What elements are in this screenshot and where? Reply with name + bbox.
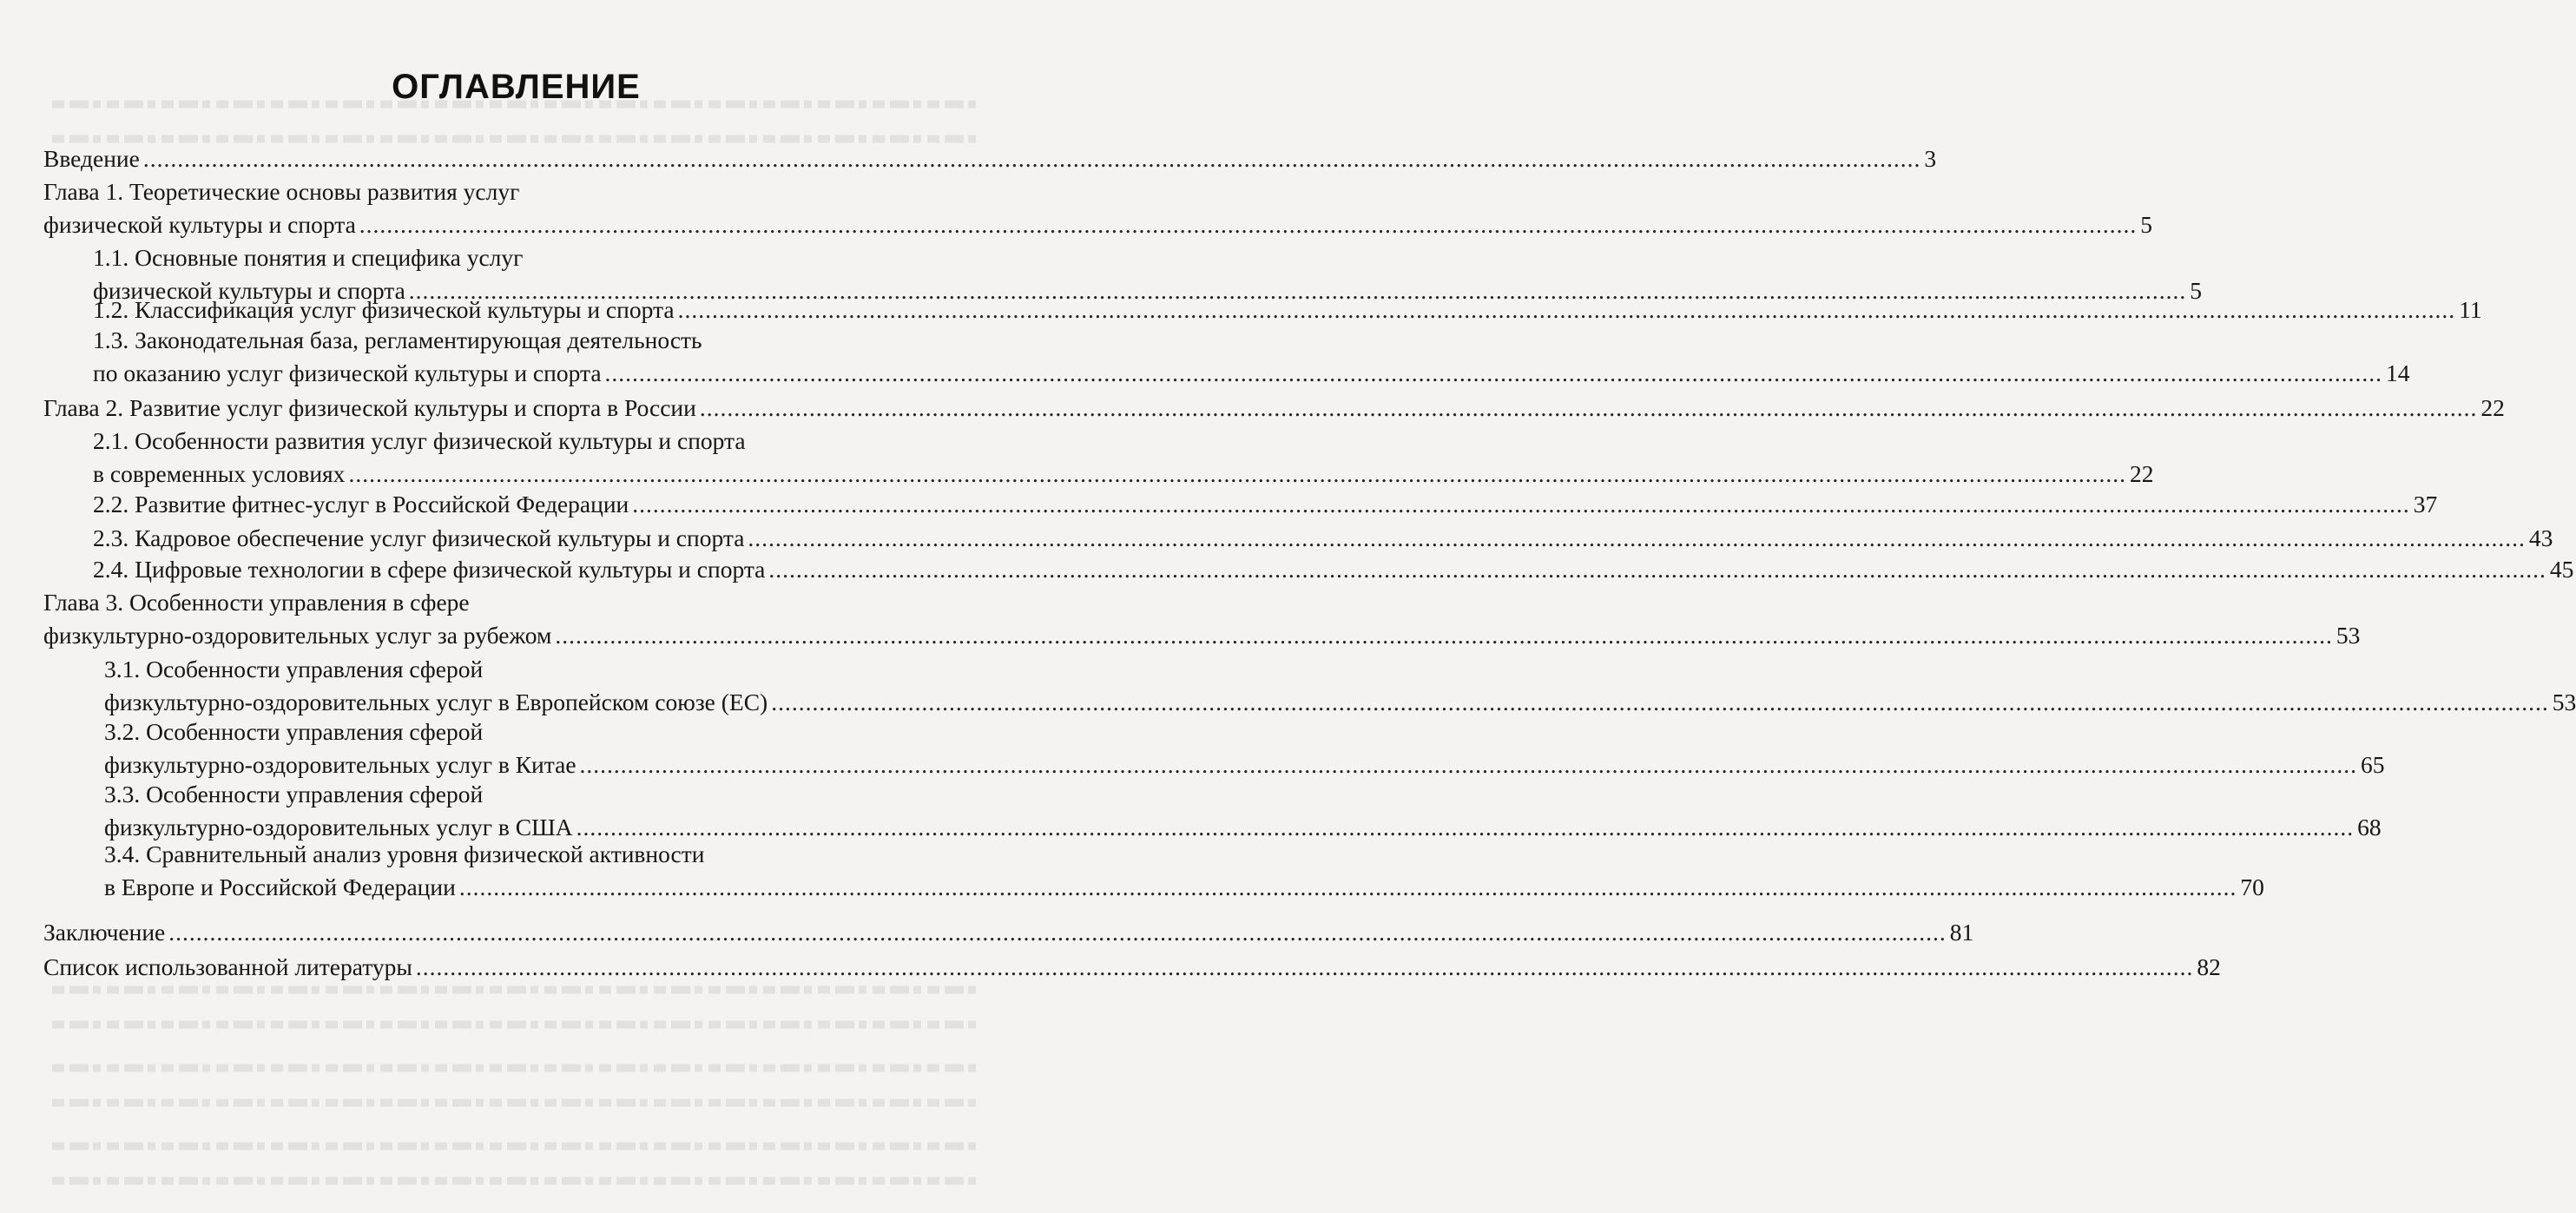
dot-leader: ....................................................................................................................................................................................................................................................................	[142, 145, 1921, 172]
toc-entry-text: Глава 3. Особенности управления в сфере	[43, 589, 470, 616]
dot-leader: ....................................................................................................................................................................................................................................................................	[677, 296, 2456, 323]
toc-entry-text: 3.1. Особенности управления сферой	[104, 656, 484, 682]
page-title: ОГЛАВЛЕНИЕ	[392, 68, 641, 106]
page-number: 45	[2549, 556, 2574, 583]
dot-leader: ....................................................................................................................................................................................................................................................................	[748, 524, 2526, 551]
dot-leader: ....................................................................................................................................................................................................................................................................	[458, 873, 2237, 900]
toc-entry-text: 3.3. Особенности управления сферой	[104, 781, 484, 808]
page-number: 65	[2361, 751, 2385, 778]
dot-leader: ....................................................................................................................................................................................................................................................................	[348, 460, 2126, 487]
dot-leader: ....................................................................................................................................................................................................................................................................	[408, 277, 2187, 304]
toc-entry-text: Глава 1. Теоретические основы развития услуг	[43, 178, 520, 205]
page-number: 14	[2386, 359, 2410, 386]
toc-entry-text: 1.2. Классификация услуг физической культуры и спорта	[93, 296, 675, 323]
page-number: 3	[1924, 145, 1937, 172]
toc-entry-text: Список использованной литературы	[43, 953, 412, 980]
toc-entry-text: физической культуры и спорта	[93, 277, 405, 304]
toc-entry-text: 3.4. Сравнительный анализ уровня физической активности	[104, 841, 705, 867]
dot-leader: ....................................................................................................................................................................................................................................................................	[771, 689, 2549, 715]
toc-entry-text: 2.2. Развитие фитнес-услуг в Российской Федерации	[93, 491, 629, 518]
dot-leader: ....................................................................................................................................................................................................................................................................	[699, 394, 2478, 421]
dot-leader: ....................................................................................................................................................................................................................................................................	[579, 751, 2358, 778]
page-number: 11	[2459, 296, 2482, 323]
page-number: 82	[2197, 953, 2221, 980]
page-number: 53	[2336, 622, 2361, 649]
page-number: 22	[2129, 460, 2154, 487]
toc-entry-text: 1.3. Законодательная база, регламентирующая деятельность	[93, 326, 702, 353]
page-number: 70	[2240, 873, 2264, 900]
toc-entry-text: Заключение	[43, 919, 166, 946]
dot-leader: ....................................................................................................................................................................................................................................................................	[632, 491, 2410, 518]
toc-entry-text: 2.1. Особенности развития услуг физической культуры и спорта	[93, 427, 746, 454]
toc-entry-text: 3.2. Особенности управления сферой	[104, 718, 484, 745]
page-number: 22	[2480, 394, 2505, 421]
page-number: 53	[2552, 689, 2576, 715]
dot-leader: ....................................................................................................................................................................................................................................................................	[168, 919, 1947, 946]
dot-leader: ....................................................................................................................................................................................................................................................................	[576, 814, 2355, 841]
page-number: 5	[2140, 211, 2153, 238]
page-number: 68	[2357, 814, 2382, 841]
toc-entry-text: физкультурно-оздоровительных услуг в США	[104, 814, 573, 841]
toc-entry-text: 2.3. Кадровое обеспечение услуг физической культуры и спорта	[93, 524, 745, 551]
page-number: 5	[2190, 277, 2203, 304]
toc-entry-text: в Европе и Российской Федерации	[104, 873, 456, 900]
toc-entry-text: по оказанию услуг физической культуры и спорта	[93, 359, 602, 386]
toc-entry-text: 2.4. Цифровые технологии в сфере физической культуры и спорта	[93, 556, 766, 583]
toc-entry-text: физкультурно-оздоровительных услуг за рубежом	[43, 622, 552, 649]
toc-entry-text: физкультурно-оздоровительных услуг в Китае	[104, 751, 576, 778]
dot-leader: ....................................................................................................................................................................................................................................................................	[555, 622, 2333, 649]
dot-leader: ....................................................................................................................................................................................................................................................................	[604, 359, 2383, 386]
toc-entry-text: физической культуры и спорта	[43, 211, 356, 238]
dot-leader: ....................................................................................................................................................................................................................................................................	[359, 211, 2138, 238]
dot-leader: ....................................................................................................................................................................................................................................................................	[768, 556, 2546, 583]
page-number: 43	[2528, 524, 2553, 551]
toc-entry-text: в современных условиях	[93, 460, 346, 487]
toc-entry-text: физкультурно-оздоровительных услуг в Европейском союзе (ЕС)	[104, 689, 768, 715]
dot-leader: ....................................................................................................................................................................................................................................................................	[415, 953, 2194, 980]
page-number: 37	[2413, 491, 2438, 518]
page-number: 81	[1949, 919, 1974, 946]
toc-entry-text: Введение	[43, 145, 140, 172]
toc-entry-text: 1.1. Основные понятия и специфика услуг	[93, 244, 524, 271]
toc-entry-text: Глава 2. Развитие услуг физической культуры и спорта в России	[43, 394, 696, 421]
